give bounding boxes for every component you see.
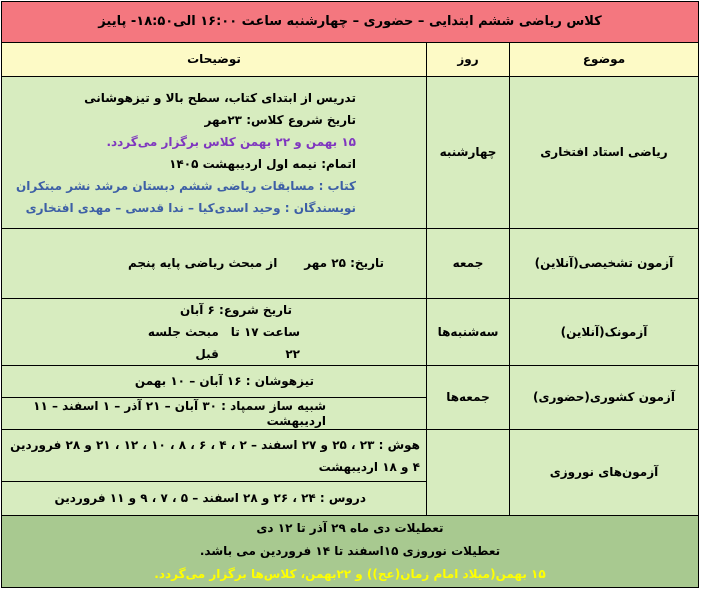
desc-teaching: تدریس از ابتدای کتاب، سطح بالا و تیزهوشانی [84, 90, 356, 105]
footer-notes [2, 516, 699, 588]
table-row-quiz [2, 299, 699, 366]
footer-dey-holiday: تعطیلات دی ماه ۲۹ آذر تا ۱۲ دی [256, 521, 444, 535]
desc-start-date: تاریخ شروع کلاس: ۲۳مهر [204, 112, 356, 127]
table-row-diagnostic-exam [2, 229, 699, 299]
desc-book: کتاب : مسابقات ریاضی ششم دبستان مرشد نشر مبتکران [16, 178, 356, 193]
cell-subject: آزمون تشخیصی(آنلاین) [510, 229, 699, 299]
table-row-math-class [2, 77, 699, 229]
cell-description [2, 299, 427, 366]
quiz-topic: مبحث جلسه قبل [147, 325, 219, 361]
cell-day: جمعه [427, 229, 510, 299]
desc-end-date: اتمام: نیمه اول اردیبهشت ۱۴۰۵ [169, 156, 356, 171]
footer-bahman-note: ۱۵ بهمن(میلاد امام زمان(عج)) و ۲۲بهمن، کلاس‌ها برگزار می‌گردد. [154, 567, 546, 581]
header-description: توضیحات [2, 43, 427, 77]
header-day: روز [427, 43, 510, 77]
cell-day: سه‌شنبه‌ها [427, 299, 510, 366]
table-row-nowruz-exam-1 [2, 430, 699, 482]
schedule-table [1, 1, 699, 588]
cell-course-exams: دروس : ۲۴ ، ۲۶ و ۲۸ اسفند – ۵ ، ۷ ، ۹ و ۱۱ فروردین [2, 482, 427, 516]
cell-day [427, 430, 510, 516]
cell-simulator-exams: شبیه ساز سمپاد : ۳۰ آبان – ۲۱ آذر – ۱ اسفند – ۱۱ اردیبهشت [2, 398, 427, 430]
cell-day: جمعه‌ها [427, 366, 510, 430]
cell-day: چهارشنبه [427, 77, 510, 229]
cell-gifted-exams: تیزهوشان : ۱۶ آبان – ۱۰ بهمن [2, 366, 427, 398]
cell-description [2, 77, 427, 229]
quiz-time: ساعت ۱۷ تا ۲۲ [230, 325, 300, 361]
cell-subject: ریاضی استاد افتخاری [510, 77, 699, 229]
exam-topic: از مبحث ریاضی پایه پنجم [128, 256, 278, 270]
exam-date: تاریخ: ۲۵ مهر [304, 256, 384, 270]
quiz-start-date: تاریخ شروع: ۶ آبان [179, 303, 292, 317]
desc-bahman-note: ۱۵ بهمن و ۲۲ بهمن کلاس برگزار می‌گردد. [106, 134, 356, 149]
cell-subject: آزمون‌های نوروزی [510, 430, 699, 516]
desc-authors: نویسندگان : وحید اسدی‌کیا – ندا قدسی – مهدی افتخاری [25, 200, 356, 215]
table-row-national-exam-1 [2, 366, 699, 398]
footer-nowruz-holiday: تعطیلات نوروزی ۱۵اسفند تا ۱۴ فروردین می باشد. [199, 544, 501, 558]
cell-iq-exams: هوش : ۲۳ ، ۲۵ و ۲۷ اسفند – ۲ ، ۴ ، ۶ ، ۸ ، ۱۰ ، ۱۲ ، ۲۱ و ۲۸ فروردین ۴ و ۱۸ اردیبهشت [2, 430, 427, 482]
cell-subject: آزمونک(آنلاین) [510, 299, 699, 366]
cell-subject: آزمون کشوری(حضوری) [510, 366, 699, 430]
header-subject: موضوع [510, 43, 699, 77]
table-title: کلاس ریاضی ششم ابتدایی – حضوری – چهارشنبه ساعت ۱۶:۰۰ الی۱۸:۵۰- پاییز [2, 2, 699, 43]
cell-description [2, 229, 427, 299]
